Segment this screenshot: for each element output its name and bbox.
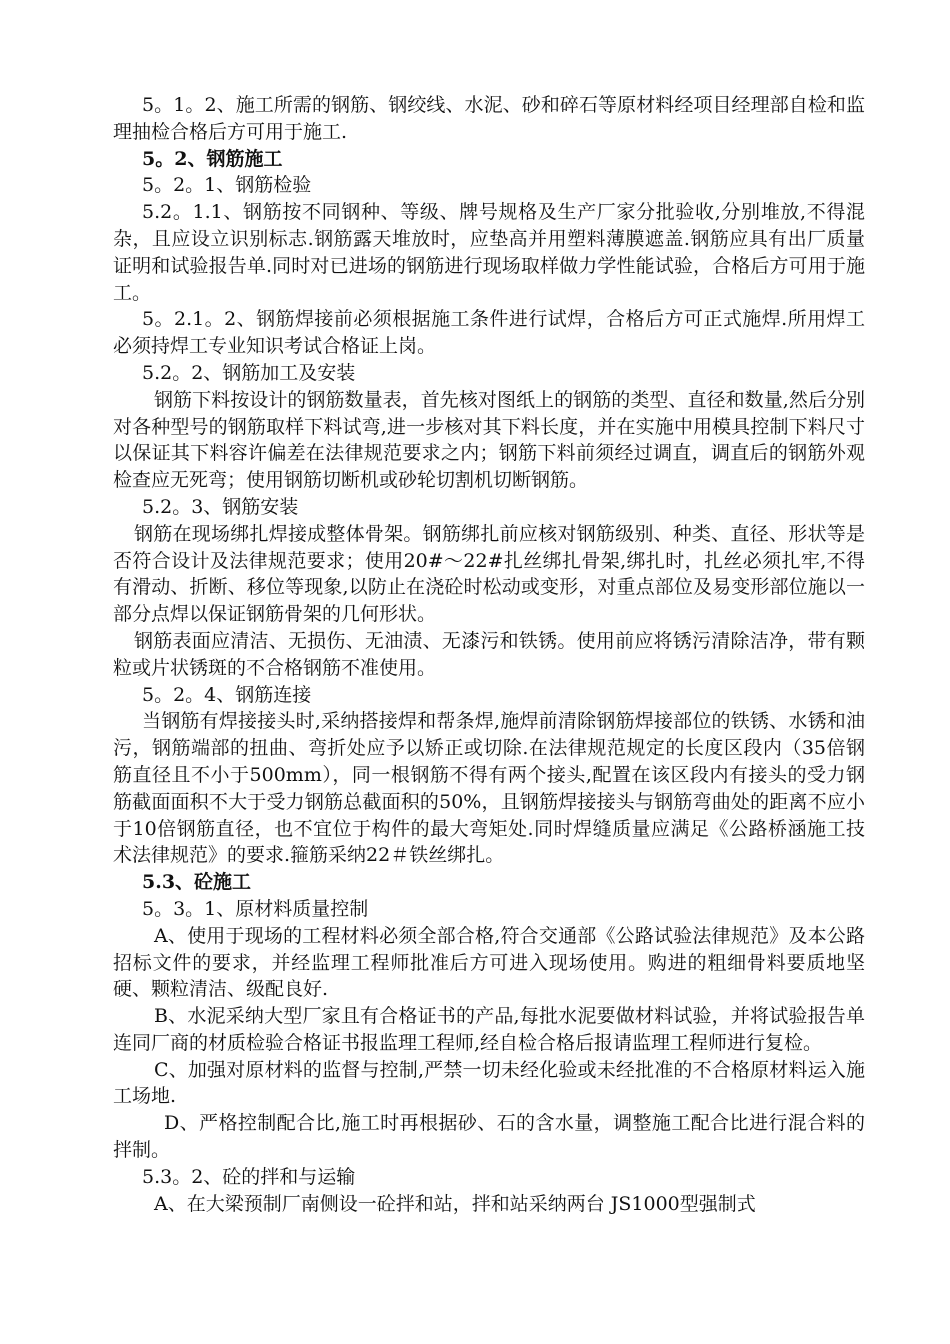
paragraph: 当钢筋有焊接接头时,采纳搭接焊和帮条焊,施焊前清除钢筋焊接部位的铁锈、水锈和油污，钢筋端部的扭曲、弯折处应予以矫正或切除.在法律规范规定的长度区段内（35倍钢筋直径且不小于500mm），同一根钢筋不得有两个接头,配置在该区段内有接头的受力钢筋截面面积不大于受力钢筋总截面积的50%，且钢筋焊接接头与钢筋弯曲处的距离不应小于10倍钢筋直径，也不宜位于构件的最大弯矩处.同时焊缝质量应满足《公路桥涵施工技术法律规范》的要求.箍筋采纳22＃铁丝绑扎。 <box>113 710 865 867</box>
paragraph: B、水泥采纳大型厂家且有合格证书的产品,每批水泥要做材料试验，并将试验报告单连同厂商的材质检验合格证书报监理工程师,经自检合格后报请监理工程师进行复检。 <box>113 1005 865 1054</box>
paragraph: 钢筋表面应清洁、无损伤、无油渍、无漆污和铁锈。使用前应将锈污清除洁净，带有颗粒或片状锈斑的不合格钢筋不准使用。 <box>113 629 865 679</box>
section-heading: 5。2、钢筋施工 <box>142 147 283 170</box>
paragraph: 钢筋下料按设计的钢筋数量表，首先核对图纸上的钢筋的类型、直径和数量,然后分别对各种型号的钢筋取样下料试弯,进一步核对其下料长度，并在实施中用模具控制下料尺寸以保证其下料容许偏差在法律规范要求之内；钢筋下料前须经过调直，调直后的钢筋外观检查应无死弯；使用钢筋切断机或砂轮切割机切断钢筋。 <box>113 388 865 492</box>
paragraph: A、使用于现场的工程材料必须全部合格,符合交通部《公路试验法律规范》及本公路招标文件的要求，并经监理工程师批准后方可进入现场使用。购进的粗细骨料要质地坚硬、颗粒清洁、级配良好. <box>113 924 865 1001</box>
subsection-heading: 5。2。1、钢筋检验 <box>142 174 312 197</box>
paragraph: 5.2。1.1、钢筋按不同钢种、等级、牌号规格及生产厂家分批验收,分别堆放,不得混杂，且应设立识别标志.钢筋露天堆放时，应垫高并用塑料薄膜遮盖.钢筋应具有出厂质量证明和试验报告单.同时对已进场的钢筋进行现场取样做力学性能试验，合格后方可用于施工。 <box>113 201 865 304</box>
subsection-heading: 5。2。4、钢筋连接 <box>142 683 312 706</box>
subsection-heading: 5.2。3、钢筋安装 <box>142 495 299 518</box>
paragraph: A、在大梁预制厂南侧设一砼拌和站，拌和站采纳两台 JS1000型强制式 <box>154 1192 756 1215</box>
paragraph: D、严格控制配合比,施工时再根据砂、石的含水量，调整施工配合比进行混合料的拌制。 <box>113 1112 865 1162</box>
document-body <box>113 92 865 1217</box>
paragraph: 5。1。2、施工所需的钢筋、钢绞线、水泥、砂和碎石等原材料经项目经理部自检和监理抽检合格后方可用于施工. <box>113 94 865 143</box>
subsection-heading: 5.2。2、钢筋加工及安装 <box>142 361 356 384</box>
paragraph: C、加强对原材料的监督与控制,严禁一切未经化验或未经批准的不合格原材料运入施工场地. <box>113 1058 865 1108</box>
subsection-heading: 5.3。2、砼的拌和与运输 <box>142 1165 356 1188</box>
paragraph: 5。2.1。2、钢筋焊接前必须根据施工条件进行试焊，合格后方可正式施焊.所用焊工必须持焊工专业知识考试合格证上岗。 <box>113 308 865 358</box>
subsection-heading: 5。3。1、原材料质量控制 <box>142 897 369 920</box>
paragraph: 钢筋在现场绑扎焊接成整体骨架。钢筋绑扎前应核对钢筋级别、种类、直径、形状等是否符合设计及法律规范要求；使用20#～22#扎丝绑扎骨架,绑扎时，扎丝必须扎牢,不得有滑动、折断、移位等现象,以防止在浇砼时松动或变形，对重点部位及易变形部位施以一部分点焊以保证钢筋骨架的几何形状。 <box>113 522 865 626</box>
section-heading: 5.3、砼施工 <box>142 871 252 894</box>
